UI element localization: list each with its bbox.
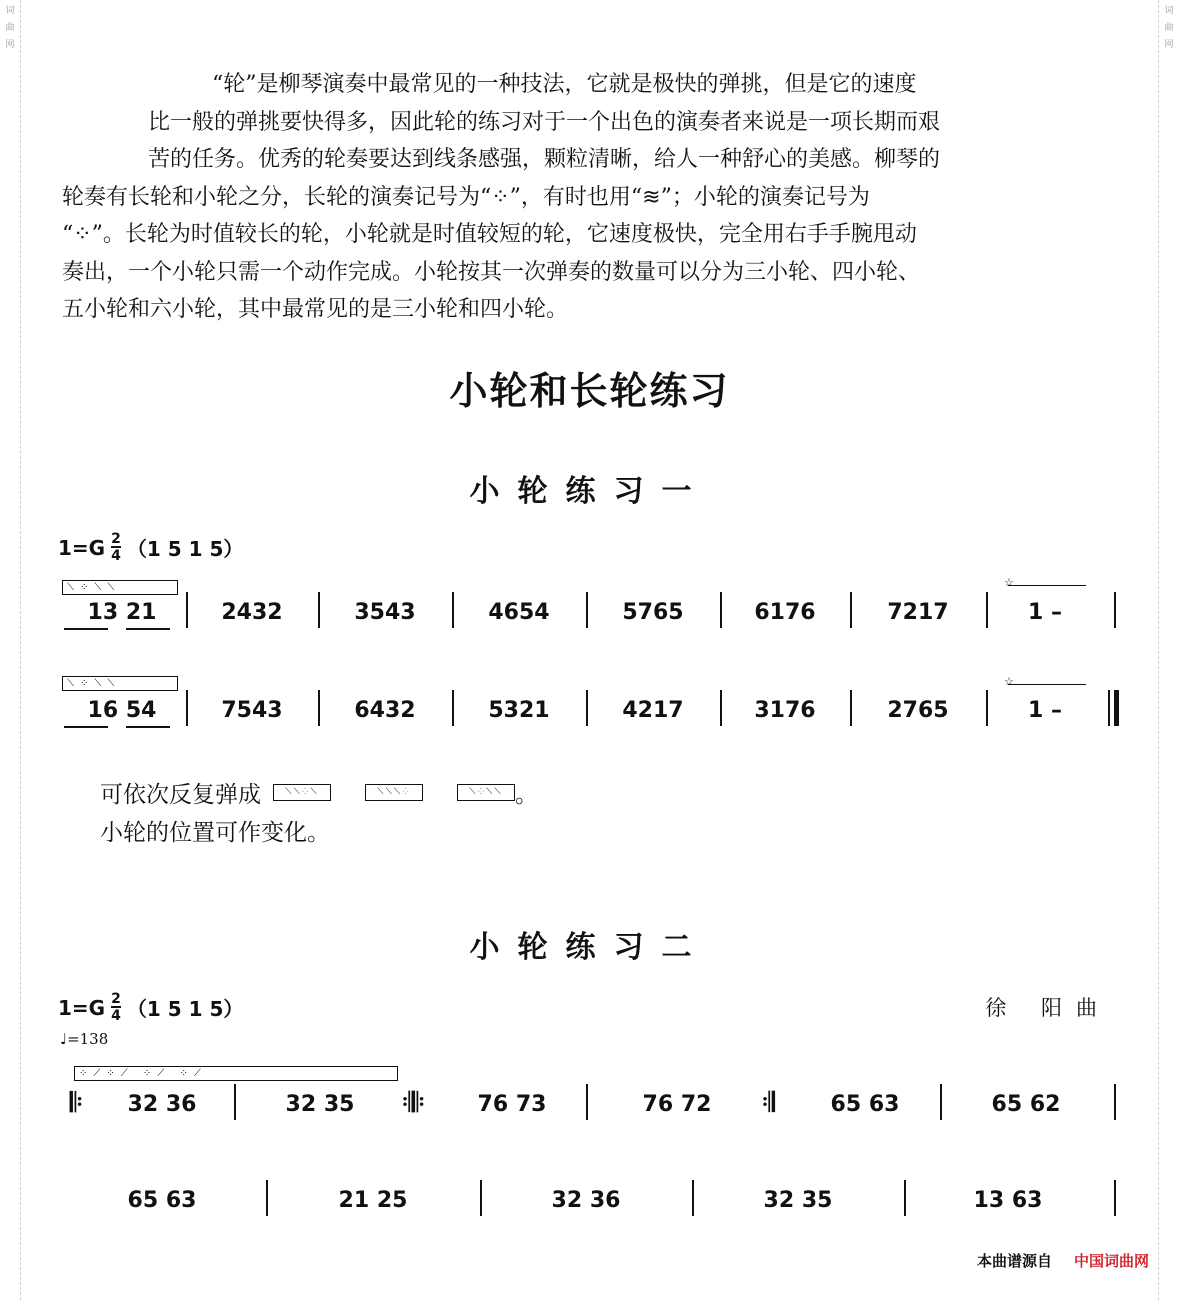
- measure: 5321: [488, 697, 550, 723]
- exercise1-row2: [62, 690, 1120, 730]
- measure: 16 54: [87, 697, 157, 723]
- key-label: 1=G: [58, 995, 106, 1020]
- barline: [586, 592, 588, 628]
- exercise1-note-line: [100, 776, 538, 809]
- tremolo-star-icon: ☆: [1004, 576, 1014, 589]
- exercise2-row1: [62, 1084, 1120, 1124]
- beam: [64, 726, 108, 728]
- tremolo-marking: ⁘⟋⁘⟋ ⁘⟋ ⁘⟋: [74, 1066, 398, 1081]
- time-top: 2: [111, 991, 121, 1007]
- measure: 32 35: [285, 1091, 355, 1117]
- barline: [186, 690, 188, 726]
- barline: [940, 1084, 942, 1120]
- measure: 13 21: [87, 599, 157, 625]
- exercise2-key-signature: [58, 992, 243, 1023]
- intro-line: 奏出，一个小轮只需一个动作完成。小轮按其一次弹奏的数量可以分为三小轮、四小轮、: [62, 259, 921, 285]
- note-text: 小轮的位置可作变化。: [100, 820, 330, 846]
- exercise1-note-line2: [100, 814, 330, 847]
- intro-notes: （1 5 1 5）: [126, 537, 244, 561]
- strip-glyph: 网: [5, 40, 15, 50]
- note-prefix: 可依次反复弹成: [100, 782, 261, 808]
- tempo-marking: ♩=138: [60, 1030, 109, 1048]
- time-signature: [111, 992, 121, 1023]
- barline: [318, 690, 320, 726]
- tie-line: [1008, 585, 1086, 586]
- main-title: 小轮和长轮练习: [449, 369, 730, 413]
- barline: [1114, 592, 1116, 628]
- measure: 76 72: [642, 1091, 712, 1117]
- measure: 65 62: [991, 1091, 1061, 1117]
- measure: 21 25: [338, 1187, 408, 1213]
- strip-glyph: 词: [1164, 6, 1174, 16]
- measure: 2432: [221, 599, 283, 625]
- measure: 32 36: [127, 1091, 197, 1117]
- measure: 13 63: [973, 1187, 1043, 1213]
- time-signature: [111, 532, 121, 563]
- exercise1-key-signature: [58, 532, 243, 563]
- tremolo-pattern-3: ⟍⁘⟍⟍: [457, 784, 515, 801]
- key-label: 1=G: [58, 535, 106, 560]
- measure: 3176: [754, 697, 816, 723]
- intro-line: “轮”是柳琴演奏中最常见的一种技法，它就是极快的弹挑，但是它的速度: [212, 72, 917, 97]
- barline: [850, 690, 852, 726]
- composer-credit: 徐 阳曲: [985, 996, 1111, 1020]
- tremolo-pattern-1: ⟍⟍⁘⟍: [273, 784, 331, 801]
- time-top: 2: [111, 531, 121, 547]
- measure: 4217: [622, 697, 684, 723]
- barline: [452, 690, 454, 726]
- barline: [692, 1180, 694, 1216]
- barline: [1114, 1180, 1116, 1216]
- intro-line: 轮奏有长轮和小轮之分，长轮的演奏记号为“⁘”，有时也用“≋”；小轮的演奏记号为: [62, 184, 870, 210]
- barline: [720, 592, 722, 628]
- barline: [986, 690, 988, 726]
- strip-glyph: 曲: [1164, 23, 1174, 33]
- barline: [266, 1180, 268, 1216]
- measure: 7543: [221, 697, 283, 723]
- time-bottom: 4: [111, 1008, 121, 1024]
- measure: 1 –: [1028, 599, 1062, 625]
- measure: 76 73: [477, 1091, 547, 1117]
- intro-line: 五小轮和六小轮，其中最常见的是三小轮和四小轮。: [62, 297, 569, 322]
- tremolo-star-icon: ☆: [1004, 675, 1014, 688]
- barline: [904, 1180, 906, 1216]
- measure: 5765: [622, 599, 684, 625]
- left-watermark-strip: [0, 0, 21, 1300]
- brand-link[interactable]: 中国词曲网: [1073, 1252, 1149, 1270]
- intro-notes: （1 5 1 5）: [126, 997, 244, 1021]
- intro-line: 比一般的弹挑要快得多，因此轮的练习对于一个出色的演奏者来说是一项长期而艰: [148, 109, 941, 135]
- exercise2-row2: [62, 1180, 1120, 1220]
- measure: 2765: [887, 697, 949, 723]
- exercise1-title: 小轮练习一: [469, 474, 710, 509]
- repeat-start: 𝄆: [70, 1088, 83, 1118]
- time-bottom: 4: [111, 548, 121, 564]
- tremolo-marking: ⟍⁘⟍⟍: [62, 676, 178, 691]
- tie-line: [1008, 684, 1086, 685]
- intro-paragraph: [62, 66, 1092, 329]
- right-watermark-strip: [1158, 0, 1179, 1300]
- barline: [318, 592, 320, 628]
- barline: [480, 1180, 482, 1216]
- measure: 7217: [887, 599, 949, 625]
- measure: 65 63: [127, 1187, 197, 1213]
- beam: [126, 726, 170, 728]
- beam: [126, 628, 170, 630]
- measure: 65 63: [830, 1091, 900, 1117]
- measure: 1 –: [1028, 697, 1062, 723]
- strip-glyph: 词: [5, 6, 15, 16]
- intro-line: 苦的任务。优秀的轮奏要达到线条感强，颗粒清晰，给人一种舒心的美感。柳琴的: [148, 147, 941, 172]
- final-barline: [1108, 690, 1119, 726]
- barline: [452, 592, 454, 628]
- barline: [586, 690, 588, 726]
- measure: 4654: [488, 599, 550, 625]
- source-footer: [977, 1250, 1149, 1271]
- measure: 32 36: [551, 1187, 621, 1213]
- note-suffix: 。: [515, 782, 538, 808]
- barline: [234, 1084, 236, 1120]
- exercise1-row1: [62, 592, 1120, 632]
- strip-glyph: 曲: [5, 23, 15, 33]
- barline: [586, 1084, 588, 1120]
- barline: [986, 592, 988, 628]
- measure: 6176: [754, 599, 816, 625]
- barline: [1114, 1084, 1116, 1120]
- measure: 3543: [354, 599, 416, 625]
- intro-line: “⁘”。长轮为时值较长的轮，小轮就是时值较短的轮，它速度极快，完全用右手手腕甩动: [62, 222, 917, 247]
- barline: [720, 690, 722, 726]
- exercise2-title: 小轮练习二: [469, 930, 710, 965]
- repeat-end: 𝄇: [762, 1088, 775, 1118]
- barline: [850, 592, 852, 628]
- measure: 32 35: [763, 1187, 833, 1213]
- source-label: 本曲谱源自: [976, 1252, 1052, 1270]
- tremolo-marking: ⟍⁘⟍⟍: [62, 580, 178, 595]
- measure: 6432: [354, 697, 416, 723]
- barline: [186, 592, 188, 628]
- tremolo-pattern-2: ⟍⟍⟍⁘: [365, 784, 423, 801]
- strip-glyph: 网: [1164, 40, 1174, 50]
- beam: [64, 628, 108, 630]
- repeat-end-start: 𝄇𝄆: [402, 1088, 425, 1118]
